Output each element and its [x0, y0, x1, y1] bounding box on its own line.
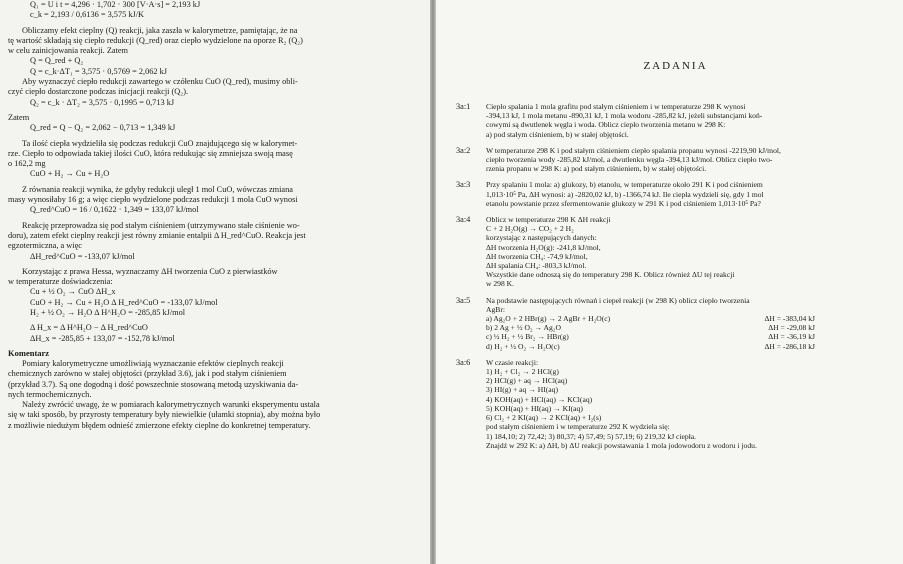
- text-line: CuO + H₂ → Cu + H₂O Δ H_red^CuO = -133,07 kJ/mol: [30, 297, 218, 307]
- text-line: Q_red = Q − Q₂ = 2,062 − 0,713 = 1,349 kJ: [30, 123, 176, 133]
- text-line: tę wartość składają się ciepło redukcji (Q_red) oraz ciepło wydzielone na oporze R₂ (Q₂): [8, 35, 303, 45]
- task-text-line: 1) 184,10; 2) 72,42; 3) 80,37; 4) 57,49; 5) 57,19; 6) 219,32 kJ ciepła.: [486, 431, 697, 441]
- text-line: Z równania reakcji wynika, że gdyby redukcji uległ 1 mol CuO, wówczas zmiana: [22, 184, 293, 194]
- task-text-line: Przy spalaniu 1 mola: a) glukozy, b) etanolu, w temperaturze około 291 K i pod ciśnieniem: [486, 180, 763, 190]
- right-page: [436, 0, 903, 564]
- task-text-line: ΔH spalania CH₄: -803,3 kJ/mol.: [486, 261, 587, 271]
- task-text-line: w 298 K.: [486, 279, 515, 289]
- text-line: doru), zatem efekt cieplny reakcji jest równy zmianie entalpii Δ H_red^CuO. Reakcja jest: [8, 230, 306, 240]
- left-text-body: [8, 0, 418, 344]
- comment-line: (przykład 3.7). Są one dogodną i dość powszechnie stosowaną metodą uzyskiwania da-: [8, 379, 299, 389]
- text-line: ΔH_red^CuO = -133,07 kJ/mol: [30, 251, 135, 261]
- task-text-line: -394,13 kJ, 1 mola metanu -890,31 kJ, 1 mola wodoru -285,82 kJ, jeżeli substancjami koń-: [486, 111, 763, 121]
- task-text-line: ΔH tworzenia H₂O(g): -241,8 kJ/mol,: [486, 242, 601, 252]
- task-text-line: Ciepło spalania 1 mola grafitu pod stałym ciśnieniem i w temperaturze 298 K wynosi: [486, 102, 746, 111]
- tasks-heading: ZADANIA: [643, 60, 708, 72]
- comment-line: z możliwie niedużym błędem odnieść zmierzone efekty cieplne do konkretnej temperatury.: [8, 420, 311, 430]
- task-text-line: ciepło tworzenia wody -285,82 kJ/mol, a dwutlenku węgla -394,13 kJ/mol. Oblicz ciepło two-: [486, 155, 773, 165]
- task-text-line: Wszystkie dane odnoszą się do temperatury 298 K. Oblicz również ΔU tej reakcji: [486, 270, 735, 280]
- text-line: Aby wyznaczyć ciepło redukcji zawartego w czółenku CuO (Q_red), musimy obli-: [22, 77, 298, 87]
- text-line: CuO + H₂ → Cu + H₂O: [30, 169, 110, 179]
- task-text-line: AgBr:: [486, 304, 505, 314]
- text-line: Zatem: [8, 112, 30, 122]
- left-page: [0, 0, 430, 564]
- text-line: masy wynosiłaby 16 g; a więc ciepło wydzielone podczas redukcji 1 mola CuO wynosi: [8, 195, 298, 205]
- text-line: Cu + ½ O₂ → CuO ΔH_x: [30, 287, 116, 297]
- task-text-line: W czasie reakcji:: [486, 357, 539, 367]
- reaction-row: [486, 332, 895, 341]
- task-text-line: 5) KOH(aq) + HI(aq) → KI(aq): [486, 403, 583, 413]
- task-text-line: 6) Cl₂ + 2 KI(aq) → 2 KCl(aq) + I₂(s): [486, 413, 602, 423]
- text-line: Korzystając z prawa Hessa, wyznaczamy ΔH tworzenia CuO z pierwiastków: [22, 266, 278, 276]
- text-line: Obliczamy efekt cieplny (Q) reakcji, jaka zaszła w kalorymetrze, pamiętając, że na: [22, 25, 298, 35]
- text-line: o 162,2 mg: [8, 159, 46, 169]
- comment-line: chemicznych zarówno w stałej objętości (przykład 3.6), jak i pod stałym ciśnieniem: [8, 369, 287, 379]
- reaction-enthalpy: ΔH = -29,08 kJ: [768, 323, 815, 333]
- reaction-enthalpy: ΔH = -36,19 kJ: [768, 332, 815, 342]
- text-line: Q = Q_red + Q₂: [30, 56, 84, 66]
- task-text-line: W temperaturze 298 K i pod stałym ciśnieniem ciepło spalania propanu wynosi -2219,90 kJ/mol,: [486, 145, 781, 155]
- task-text-line: ΔH tworzenia CH₄: -74,9 kJ/mol,: [486, 251, 588, 261]
- text-line: Δ H_x = Δ H^H₂O − Δ H_red^CuO: [30, 323, 148, 333]
- task-item: [456, 215, 895, 289]
- comment-line: nych termochemicznych.: [8, 389, 92, 399]
- task-text-line: korzystając z następujących danych:: [486, 233, 597, 243]
- task-text-line: C + 2 H₂O(g) → CO₂ + 2 H₂: [486, 224, 574, 234]
- text-line: w celu zainicjowania reakcji. Zatem: [8, 46, 129, 56]
- comment-line: się w taki sposób, by przyrosty temperatury były niewielkie (ułamki stopnia), aby można było: [8, 410, 321, 420]
- text-line: Q_red^CuO = 16 / 0,1622 · 1,349 = 133,07 kJ/mol: [30, 205, 199, 215]
- task-text-line: 1) H₂ + Cl₂ → 2 HCl(g): [486, 367, 559, 377]
- text-line: Reakcję przeprowadza się pod stałym ciśnieniem (utrzymywano stałe ciśnienie wo-: [22, 220, 300, 230]
- task-item: [456, 146, 895, 174]
- task-number: 3a:2: [456, 145, 471, 155]
- task-item: [456, 102, 895, 139]
- text-line: c_k = 2,193 / 0,6136 = 3,575 kJ/K: [30, 10, 144, 20]
- task-text-line: rzenia propanu w 298 K: a) pod stałym ciśnieniem, b) w stałej objętości.: [486, 164, 707, 174]
- text-line: rze. Ciepło to odpowiada takiej ilości CuO, która redukując się zmniejsza swoją masę: [8, 148, 293, 158]
- task-text-line: pod stałym ciśnieniem i w temperaturze 292 K wydziela się:: [486, 422, 670, 432]
- task-text-line: 4) KOH(aq) + HCl(aq) → KCl(aq): [486, 394, 593, 404]
- task-text-line: etanolu powstanie przez sfermentowanie glukozy w 291 K i pod ciśnieniem 1,013·10⁵ Pa?: [486, 198, 761, 208]
- task-text-line: cowymi są dwutlenek węgla i woda. Oblicz ciepło tworzenia metanu w 298 K:: [486, 120, 726, 130]
- task-number: 3a:1: [456, 102, 471, 111]
- text-line: Q₁ = U i t = 4,296 · 1,702 · 300 [V·A·s] = 2,193 kJ: [30, 0, 201, 9]
- task-list: [456, 102, 895, 450]
- task-number: 3a:4: [456, 215, 471, 225]
- reaction-equation: d) H₂ + ½ O₂ → H₂O(c): [486, 341, 560, 351]
- task-item: [456, 296, 895, 351]
- task-text-line: Oblicz w temperaturze 298 K ΔH reakcji: [486, 215, 611, 225]
- task-text-line: 1,013·10⁵ Pa, ΔH wynosi: a) -2820,02 kJ, b) -1366,74 kJ. Ile ciepła wydzieli się, gdy 1 mol: [486, 189, 764, 199]
- reaction-row: [486, 342, 895, 351]
- text-line: egzotermiczna, a więc: [8, 241, 82, 251]
- text-line: H₂ + ½ O₂ → H₂O Δ H^H₂O = -285,85 kJ/mol: [30, 308, 186, 318]
- task-text-line: 2) HCl(g) + aq → HCl(aq): [486, 376, 568, 386]
- text-line: czyć ciepło dostarczone podczas inicjacji reakcji (Q₂).: [8, 87, 189, 97]
- task-item: [456, 358, 895, 450]
- task-number: 3a:3: [456, 180, 471, 190]
- task-item: [456, 180, 895, 208]
- task-text-line: Na podstawie następujących równań i ciepeł reakcji (w 298 K) oblicz ciepło tworzenia: [486, 295, 750, 305]
- task-text-line: 3) HI(g) + aq → HI(aq): [486, 385, 558, 395]
- comment-line: Należy zwrócić uwagę, że w pomiarach kalorymetrycznych warunki eksperymentu ustala: [22, 400, 320, 410]
- task-text-line: a) pod stałym ciśnieniem, b) w stałej objętości.: [486, 129, 629, 139]
- text-line: Q₂ = c_k · ΔT₂ = 3,575 · 0,1995 = 0,713 kJ: [30, 97, 175, 107]
- task-number: 3a:5: [456, 295, 471, 305]
- reaction-enthalpy: ΔH = -286,18 kJ: [764, 341, 815, 351]
- text-line: w temperaturze doświadczenia:: [8, 277, 113, 287]
- reaction-row: [486, 323, 895, 332]
- reaction-equation: c) ½ H₂ + ½ Br₂ → HBr(g): [486, 332, 569, 342]
- text-line: ΔH_x = -285,85 + 133,07 = -152,78 kJ/mol: [30, 333, 175, 343]
- comment-heading: Komentarz: [8, 347, 50, 358]
- reaction-enthalpy: ΔH = -383,04 kJ: [764, 314, 815, 324]
- comment-line: Pomiary kalorymetryczne umożliwiają wyznaczanie efektów cieplnych reakcji: [22, 358, 284, 368]
- reaction-equation: a) Ag₂O + 2 HBr(g) → 2 AgBr + H₂O(c): [486, 314, 611, 324]
- reaction-row: [486, 314, 895, 323]
- comment-body: [8, 359, 418, 431]
- reaction-equation: b) 2 Ag + ½ O₂ → Ag₂O: [486, 323, 561, 333]
- text-line: Ta ilość ciepła wydzieliła się podczas redukcji CuO znajdującego się w kalorymet-: [22, 138, 298, 148]
- text-line: Q = c_k·ΔT₁ = 3,575 · 0,5769 = 2,062 kJ: [30, 66, 168, 76]
- task-text-line: Znajdź w 292 K: a) ΔH, b) ΔU reakcji powstawania 1 mola jodowodoru z wodoru i jodu.: [486, 440, 757, 450]
- task-number: 3a:6: [456, 357, 471, 367]
